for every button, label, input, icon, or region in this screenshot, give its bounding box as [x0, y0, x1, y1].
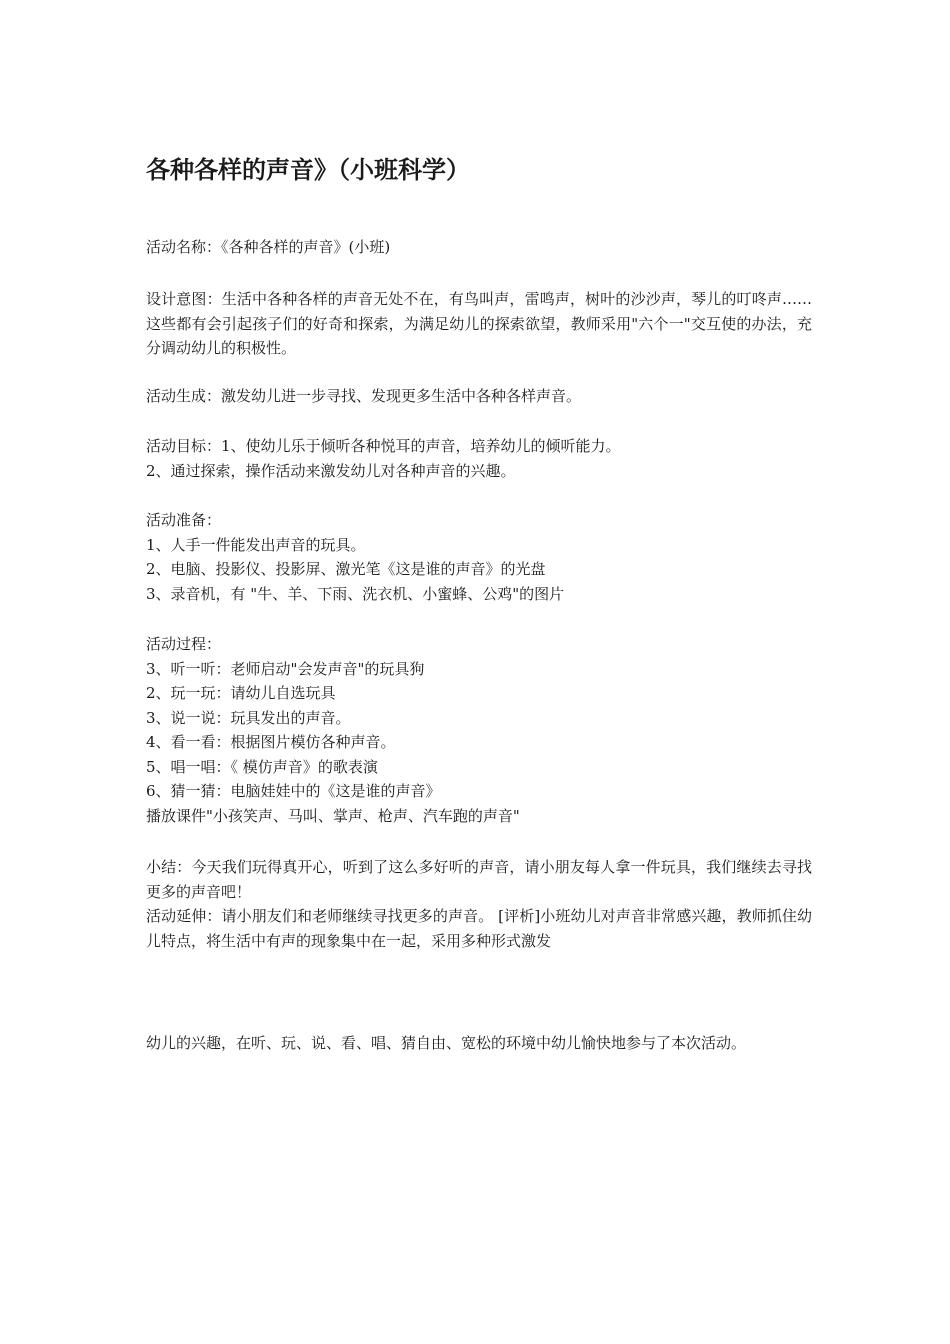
process-step: 4、看一看：根据图片模仿各种声音。	[146, 733, 396, 751]
extension-text: 活动延伸：请小朋友们和老师继续寻找更多的声音。 [评析]小班幼儿对声音非常感兴趣，教师抓住幼儿特点，将生活中有声的现象集中在一起，采用多种形式激发	[146, 907, 812, 950]
activity-name-text: 活动名称：《各种各样的声音》(小班)	[146, 238, 391, 256]
closing-paragraph	[146, 1031, 812, 1056]
summary-text: 小结：今天我们玩得真开心，听到了这么多好听的声音，请小朋友每人拿一件玩具，我们继续去寻找更多的声音吧！	[146, 858, 812, 901]
activity-preparation	[146, 508, 812, 606]
design-intent-text: 设计意图：生活中各种各样的声音无处不在，有鸟叫声，雷鸣声，树叶的沙沙声，琴儿的叮咚声……这些都有会引起孩子们的好奇和探索，为满足幼儿的探索欲望，教师采用"六个一"交互使的办法，充分调动幼儿的积极性。	[146, 290, 812, 357]
process-step: 3、说一说：玩具发出的声音。	[146, 708, 351, 727]
preparation-heading: 活动准备：	[146, 511, 222, 529]
preparation-item: 3、录音机，有 "牛、羊、下雨、洗衣机、小蜜蜂、公鸡"的图片	[146, 584, 565, 603]
process-step: 5、唱一唱：《 模仿声音》的歌表演	[146, 757, 378, 776]
closing-text: 幼儿的兴趣，在听、玩、说、看、唱、猜自由、宽松的环境中幼儿愉快地参与了本次活动。	[146, 1034, 747, 1052]
process-step: 6、猜一猜：电脑娃娃中的《这是谁的声音》	[146, 782, 441, 800]
process-step: 播放课件"小孩笑声、马叫、掌声、枪声、汽车跑的声音"	[146, 806, 520, 825]
design-intent	[146, 287, 812, 361]
activity-generation	[146, 384, 812, 409]
document-title: 各种各样的声音》（小班科学）	[146, 156, 470, 184]
activity-goals	[146, 434, 812, 483]
activity-process	[146, 632, 812, 828]
preparation-item: 2、电脑、投影仪、投影屏、激光笔《这是谁的声音》的光盘	[146, 560, 546, 578]
activity-generation-text: 活动生成：激发幼儿进一步寻找、发现更多生活中各种各样声音。	[146, 387, 582, 405]
process-step: 3、听一听：老师启动"会发声音"的玩具狗	[146, 659, 425, 678]
preparation-item: 1、人手一件能发出声音的玩具。	[146, 535, 366, 554]
process-heading: 活动过程：	[146, 635, 222, 653]
process-step: 2、玩一玩：请幼儿自选玩具	[146, 684, 336, 702]
goal-line: 2、通过探索，操作活动来激发幼儿对各种声音的兴趣。	[146, 461, 516, 480]
summary-and-extension	[146, 855, 812, 953]
goal-line: 活动目标：1、使幼儿乐于倾听各种悦耳的声音，培养幼儿的倾听能力。	[146, 437, 621, 455]
activity-name	[146, 235, 812, 260]
